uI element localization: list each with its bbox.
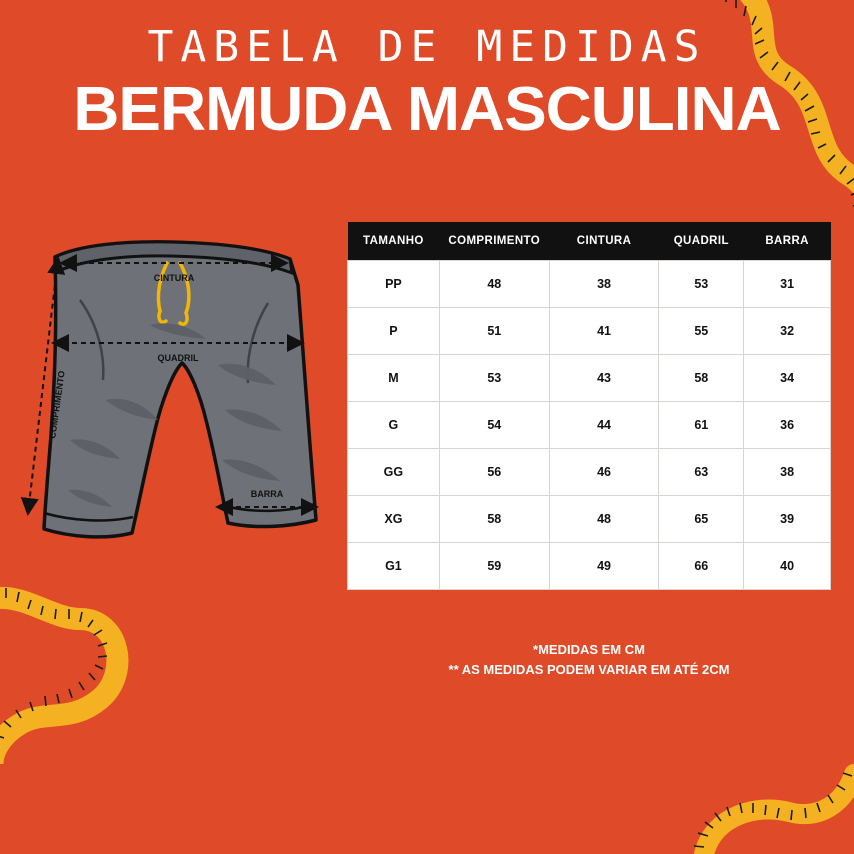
cell-quadril: 55 xyxy=(659,308,744,355)
cell-cintura: 38 xyxy=(549,261,659,308)
cell-barra: 31 xyxy=(744,261,831,308)
table-row xyxy=(348,355,831,402)
cell-cintura: 49 xyxy=(549,543,659,590)
measuring-tape-decoration-bottom-right xyxy=(684,734,854,854)
table-row xyxy=(348,449,831,496)
cell-tamanho: GG xyxy=(348,449,440,496)
cell-tamanho: XG xyxy=(348,496,440,543)
cell-tamanho: M xyxy=(348,355,440,402)
footnotes xyxy=(347,640,831,680)
column-header-comprimento: COMPRIMENTO xyxy=(439,222,549,261)
label-comprimento: COMPRIMENTO xyxy=(47,370,67,440)
table-row xyxy=(348,308,831,355)
cell-barra: 38 xyxy=(744,449,831,496)
cell-comprimento: 53 xyxy=(439,355,549,402)
cell-cintura: 44 xyxy=(549,402,659,449)
header xyxy=(0,22,854,145)
cell-comprimento: 59 xyxy=(439,543,549,590)
cell-quadril: 65 xyxy=(659,496,744,543)
cell-comprimento: 56 xyxy=(439,449,549,496)
column-header-quadril: QUADRIL xyxy=(659,222,744,261)
page-subtitle: TABELA DE MEDIDAS xyxy=(147,22,707,72)
shorts-illustration xyxy=(10,215,340,575)
cell-comprimento: 48 xyxy=(439,261,549,308)
cell-quadril: 61 xyxy=(659,402,744,449)
footnote-units: *MEDIDAS EM CM xyxy=(533,642,645,657)
cell-cintura: 43 xyxy=(549,355,659,402)
table-row xyxy=(348,543,831,590)
label-quadril: QUADRIL xyxy=(157,353,199,363)
page-title: BERMUDA MASCULINA xyxy=(73,75,781,145)
cell-barra: 36 xyxy=(744,402,831,449)
footnote-tolerance: ** AS MEDIDAS PODEM VARIAR EM ATÉ 2CM xyxy=(448,662,730,678)
cell-quadril: 63 xyxy=(659,449,744,496)
label-cintura: CINTURA xyxy=(153,273,195,283)
cell-cintura: 48 xyxy=(549,496,659,543)
table-row xyxy=(348,261,831,308)
cell-barra: 34 xyxy=(744,355,831,402)
cell-comprimento: 54 xyxy=(439,402,549,449)
cell-quadril: 66 xyxy=(659,543,744,590)
cell-comprimento: 51 xyxy=(439,308,549,355)
cell-tamanho: G xyxy=(348,402,440,449)
label-barra: BARRA xyxy=(250,489,284,499)
column-header-barra: BARRA xyxy=(744,222,831,261)
cell-cintura: 41 xyxy=(549,308,659,355)
table-row xyxy=(348,496,831,543)
cell-comprimento: 58 xyxy=(439,496,549,543)
cell-cintura: 46 xyxy=(549,449,659,496)
cell-tamanho: PP xyxy=(348,261,440,308)
column-header-tamanho: TAMANHO xyxy=(348,222,440,261)
table-row xyxy=(348,402,831,449)
cell-quadril: 53 xyxy=(659,261,744,308)
cell-barra: 39 xyxy=(744,496,831,543)
cell-barra: 32 xyxy=(744,308,831,355)
measuring-tape-decoration-left xyxy=(0,564,215,764)
cell-tamanho: P xyxy=(348,308,440,355)
cell-barra: 40 xyxy=(744,543,831,590)
cell-tamanho: G1 xyxy=(348,543,440,590)
size-table xyxy=(347,222,831,590)
cell-quadril: 58 xyxy=(659,355,744,402)
table-header-row xyxy=(348,222,831,261)
column-header-cintura: CINTURA xyxy=(549,222,659,261)
